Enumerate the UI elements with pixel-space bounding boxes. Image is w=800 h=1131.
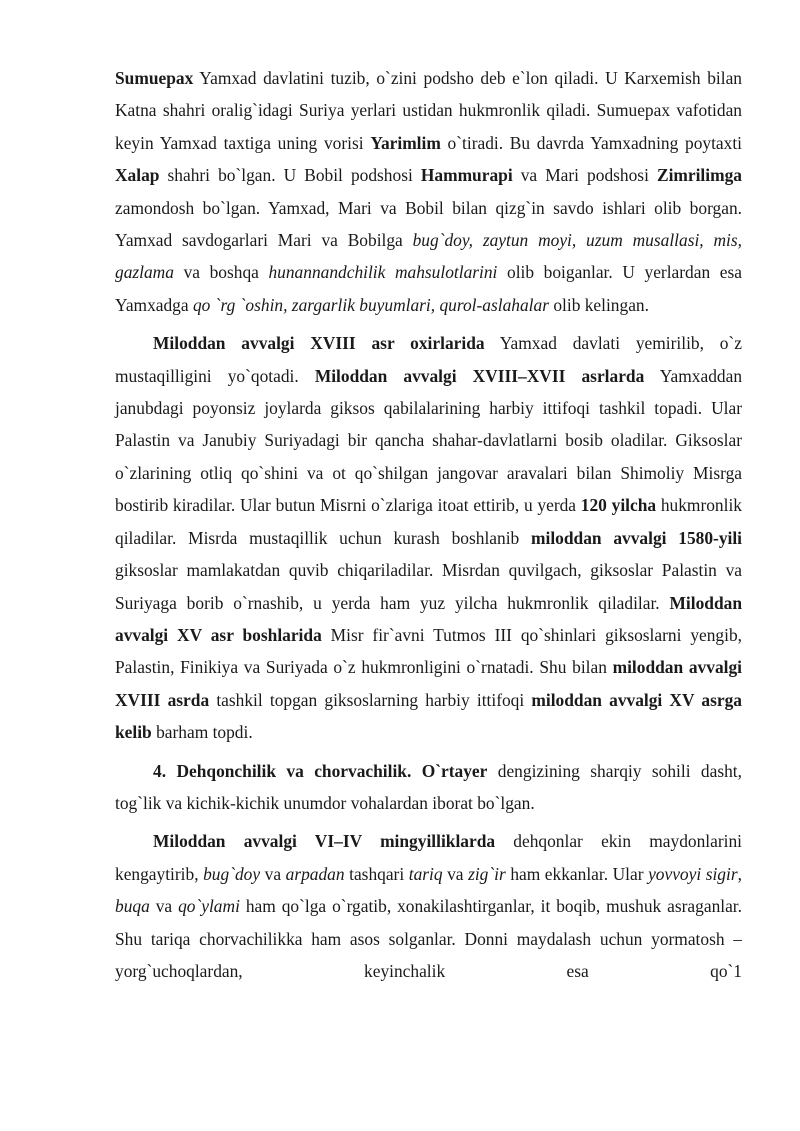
italic-text: tariq — [408, 863, 443, 884]
italic-text: bug`doy, zaytun moyi, uzum musallasi, mis, gazlama — [115, 230, 742, 283]
italic-text: buqa — [115, 896, 150, 917]
bold-text: miloddan avvalgi XV asrga kelib — [115, 689, 742, 743]
paragraph — [115, 755, 742, 820]
bold-text: miloddan avvalgi XVIII asrda — [115, 657, 743, 710]
text-run: tashqari — [344, 863, 409, 884]
text-run: ham ekkanlar. Ular — [505, 863, 649, 884]
italic-text: arpadan — [285, 863, 345, 884]
text-run: va — [260, 863, 286, 884]
text-run: olib boiganlar. U yerlardan esa Yamxadga — [115, 262, 742, 315]
text-run: Yamxad davlati yemirilib, o`z mustaqilligini yo`qotadi. — [115, 333, 742, 386]
italic-text: yovvoyi sigir — [648, 863, 738, 884]
text-run: va — [149, 896, 179, 917]
bold-text: Sumuepax — [115, 68, 194, 88]
text-run: va — [442, 863, 469, 884]
italic-text: hunannandchilik mahsulotlarini — [268, 262, 498, 283]
text-run: va boshqa — [173, 262, 269, 283]
bold-text: Hammurapi — [420, 165, 513, 186]
italic-text: qo `rg `oshin, zargarlik buyumlari, qurol-aslahalar — [192, 294, 549, 315]
bold-text: Miloddan avvalgi XV asr boshlarida — [115, 592, 742, 645]
bold-text: miloddan avvalgi 1580-yili — [531, 527, 743, 548]
italic-text: bug`doy — [203, 863, 261, 884]
text-run: shahri bo`lgan. U Bobil podshosi — [159, 165, 421, 186]
bold-text: 120 yilcha — [580, 495, 657, 516]
italic-text: zig`ir — [468, 863, 506, 884]
bold-text: Yarimlim — [370, 132, 441, 153]
paragraph — [115, 62, 742, 321]
text-run: dengizining sharqiy sohili dasht, tog`lik va kichik-kichik unumdor vohalardan iborat bo`lgan. — [115, 760, 742, 813]
text-run: ham qo`lga o`rgatib, xonakilashtirganlar, it boqib, mushuk asraganlar. Shu tariqa chorvachilikka ham asos solganlar. Donni maydalash uchun yormatosh – yorg`uchoqlardan, keyinchalik esa qo`1 — [115, 896, 742, 981]
text-run: zamondosh bo`lgan. Yamxad, Mari va Bobil bilan qizg`in savdo ishlari olib borgan. Yamxad savdogarlari Mari va Bobilga — [115, 197, 742, 251]
text-run: Yamxaddan janubdagi poyonsiz joylarda giksos qabilalarining harbiy ittifoqi tashkil topadi. Ular Palastin va Janubiy Suriyadagi bir qancha shahar-davlatlarni bosib oladilar. Giksoslar o`zlarining otliq qo`shini va ot qo`shilgan jangovar aravalari bilan Shimoliy Misrga bostirib kiradilar. Ular butun Misrni o`zlariga itoat ettirib, u yerda — [115, 365, 743, 516]
bold-text: Miloddan avvalgi VI–IV mingyilliklarda — [153, 831, 496, 852]
italic-text: qo`ylami — [178, 896, 240, 917]
bold-text: Miloddan avvalgi XVIII–XVII asrlarda — [314, 365, 645, 386]
text-run: Misr fir`avni Tutmos III qo`shinlari giksoslarni yengib, Palastin, Finikiya va Suriyada o`z hukmronligini o`rnatadi. Shu bilan — [115, 624, 742, 678]
text-run: tashkil topgan giksoslarning harbiy ittifoqi — [209, 689, 532, 710]
text-run: barham topdi. — [151, 722, 253, 743]
text-run: olib kelingan. — [548, 294, 649, 315]
text-run: , — [737, 863, 742, 884]
bold-text: Zimrilimga — [656, 165, 742, 186]
document-body — [115, 62, 742, 987]
bold-text: Miloddan avvalgi XVIII asr oxirlarida — [153, 333, 485, 354]
bold-text: 4. Dehqonchilik va chorvachilik. O`rtayer — [153, 760, 488, 781]
text-run: Yamxad davlatini tuzib, o`zini podsho deb e`lon qiladi. U Karxemish bilan Katna shahri oralig`idagi Suriya yerlari ustidan hukmronlik qiladi. Sumuepax vafotidan keyin Yamxad taxtiga uning vorisi — [115, 68, 742, 153]
text-run: o`tiradi. Bu davrda Yamxadning poytaxti — [440, 132, 743, 153]
text-run: hukmronlik qiladilar. Misrda mustaqillik uchun kurash boshlanib — [115, 495, 742, 548]
text-run: giksoslar mamlakatdan quvib chiqariladilar. Misrdan quvilgach, giksoslar Palastin va Suriyaga borib o`rnashib, u yerda ham yuz yilcha hukmronlik qiladilar. — [115, 560, 742, 613]
text-run: dehqonlar ekin maydonlarini kengaytirib, — [115, 831, 742, 884]
text-run: va Mari podshosi — [512, 165, 657, 186]
paragraph — [115, 327, 742, 748]
paragraph — [115, 825, 742, 987]
bold-text: Xalap — [115, 165, 160, 186]
